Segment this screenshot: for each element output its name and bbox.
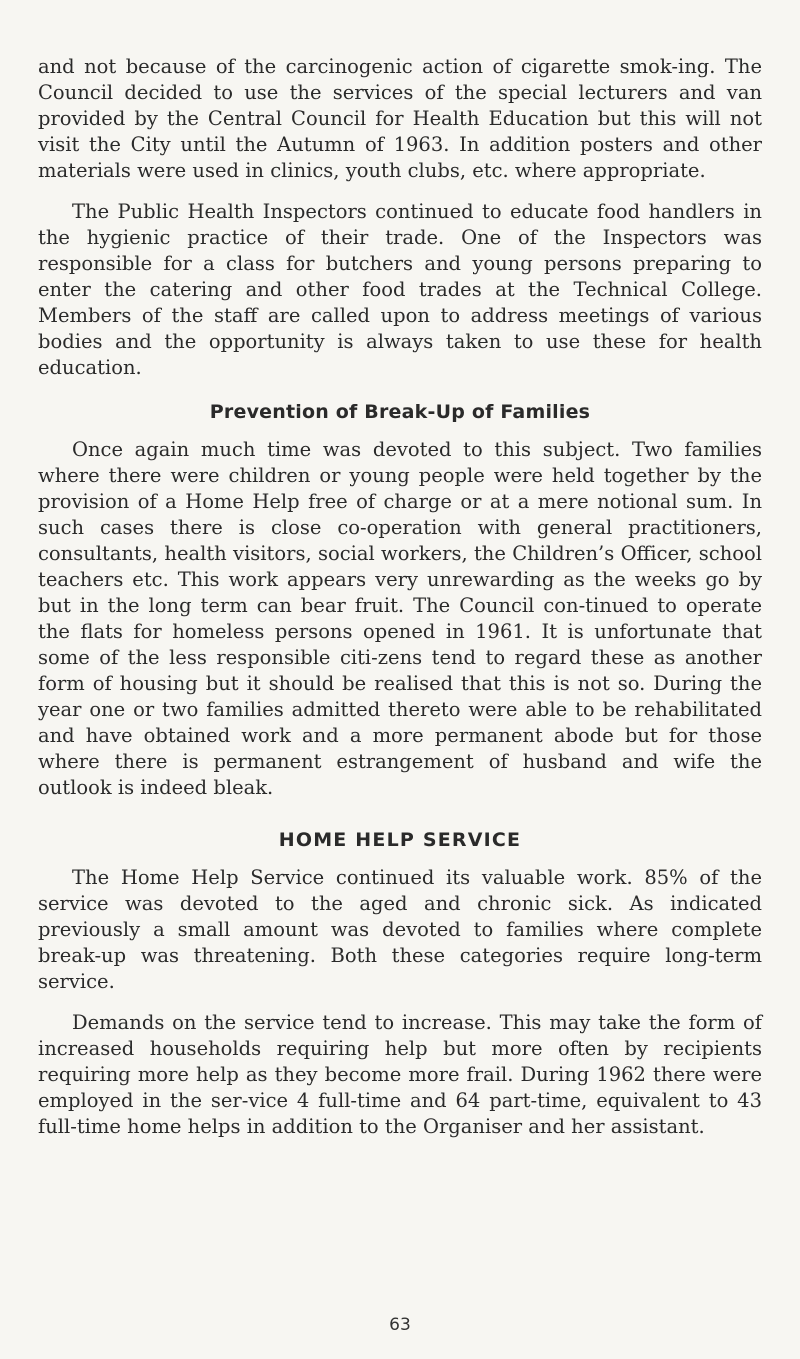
section-heading-home-help: HOME HELP SERVICE xyxy=(278,829,522,851)
body-paragraph: The Public Health Inspectors continued to educate food handlers in the hygienic practice of their trade. One of the Inspectors was responsible for a class for butchers and young persons preparing to enter the catering and other food trades at the Technical College. Members of the staff are called upon to address meetings of various bodies and the opportunity is always taken to use these for health education. xyxy=(38,200,762,379)
body-paragraph: Demands on the service tend to increase. This may take the form of increased households requiring help but more often by recipients requiring more help as they become more frail. During 1962 there were employed in the ser-vice 4 full-time and 64 part-time, equivalent to 43 full-time home helps in addition to the Organiser and her assistant. xyxy=(38,1011,762,1138)
body-paragraph: and not because of the carcinogenic action of cigarette smok-ing. The Council decided to use the services of the special lecturers and van provided by the Central Council for Health Education but this will not visit the City until the Autumn of 1963. In addition posters and other materials were used in clinics, youth clubs, etc. where appropriate. xyxy=(38,55,762,182)
body-paragraph: Once again much time was devoted to this subject. Two families where there were children or young people were held together by the provision of a Home Help free of charge or at a mere notional sum. In such cases there is close co-operation with general practitioners, consultants, health visitors, social workers, the Children’s Officer, school teachers etc. This work appears very unrewarding as the weeks go by but in the long term can bear fruit. The Council con-tinued to operate the flats for homeless persons opened in 1961. It is unfortunate that some of the less responsible citi-zens tend to regard these as another form of housing but it should be realised that this is not so. During the year one or two families admitted thereto were able to be rehabilitated and have obtained work and a more permanent abode but for those where there is permanent estrangement of husband and wife the outlook is indeed bleak. xyxy=(38,438,762,799)
page-number: 63 xyxy=(389,1315,411,1335)
section-heading-prevention: Prevention of Break-Up of Families xyxy=(209,401,591,423)
body-paragraph: The Home Help Service continued its valuable work. 85% of the service was devoted to the aged and chronic sick. As indicated previously a small amount was devoted to families where complete break-up was threatening. Both these categories require long-term service. xyxy=(38,866,762,993)
document-page xyxy=(38,54,762,1140)
